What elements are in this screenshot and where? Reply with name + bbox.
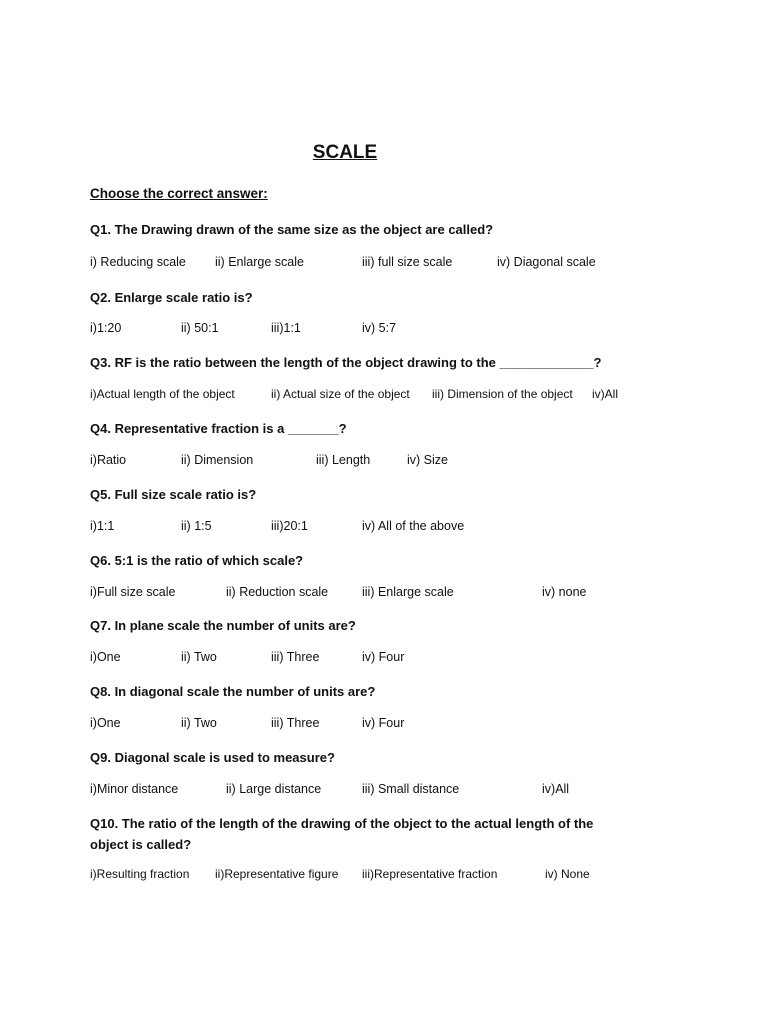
options-9 [0,782,768,800]
option-1-iii: iii) full size scale [362,255,453,269]
option-8-i: i)One [90,716,121,730]
option-4-iii: iii) Length [316,453,371,467]
question-5: Q5. Full size scale ratio is? [90,487,257,502]
option-4-i: i)Ratio [90,453,127,467]
option-10-iii: iii)Representative fraction [362,867,498,881]
options-6 [0,585,768,603]
option-3-i: i)Actual length of the object [90,387,235,401]
option-8-iv: iv) Four [362,716,405,730]
option-6-ii: ii) Reduction scale [226,585,329,599]
options-10 [0,867,768,885]
options-4 [0,453,768,471]
options-2 [0,321,768,339]
option-4-ii: ii) Dimension [181,453,254,467]
option-2-iv: iv) 5:7 [362,321,397,335]
option-9-ii: ii) Large distance [226,782,322,796]
question-2: Q2. Enlarge scale ratio is? [90,290,253,305]
question-3: Q3. RF is the ratio between the length of the object drawing to the _____________? [90,355,602,370]
option-1-ii: ii) Enlarge scale [215,255,304,269]
options-3 [0,387,768,405]
option-7-i: i)One [90,650,121,664]
question-7: Q7. In plane scale the number of units are? [90,618,356,633]
option-5-iv: iv) All of the above [362,519,465,533]
option-8-iii: iii) Three [271,716,320,730]
option-9-iii: iii) Small distance [362,782,460,796]
options-1 [0,255,768,273]
option-9-i: i)Minor distance [90,782,179,796]
instruction-text: Choose the correct answer: [90,186,268,201]
option-6-iii: iii) Enlarge scale [362,585,454,599]
option-2-iii: iii)1:1 [271,321,301,335]
option-7-iv: iv) Four [362,650,405,664]
question-1: Q1. The Drawing drawn of the same size as the object are called? [90,222,494,237]
option-8-ii: ii) Two [181,716,217,730]
option-5-iii: iii)20:1 [271,519,308,533]
option-1-iv: iv) Diagonal scale [497,255,596,269]
option-10-iv: iv) None [545,867,590,881]
option-3-ii: ii) Actual size of the object [271,387,410,401]
option-3-iv: iv)All [592,387,618,401]
question-8: Q8. In diagonal scale the number of units are? [90,684,376,699]
option-4-iv: iv) Size [407,453,448,467]
option-6-iv: iv) none [542,585,587,599]
question-4: Q4. Representative fraction is a _______? [90,421,347,436]
options-8 [0,716,768,734]
options-7 [0,650,768,668]
question-9: Q9. Diagonal scale is used to measure? [90,750,335,765]
option-6-i: i)Full size scale [90,585,176,599]
option-3-iii: iii) Dimension of the object [432,387,573,401]
option-5-ii: ii) 1:5 [181,519,212,533]
option-7-ii: ii) Two [181,650,217,664]
option-10-ii: ii)Representative figure [215,867,339,881]
options-5 [0,519,768,537]
question-6: Q6. 5:1 is the ratio of which scale? [90,553,304,568]
page-title: SCALE [312,142,378,163]
option-10-i: i)Resulting fraction [90,867,190,881]
option-2-i: i)1:20 [90,321,122,335]
option-7-iii: iii) Three [271,650,320,664]
question-10: Q10. The ratio of the length of the drawing of the object to the actual length of the object is called? [90,816,594,852]
option-9-iv: iv)All [542,782,570,796]
option-1-i: i) Reducing scale [90,255,186,269]
option-5-i: i)1:1 [90,519,115,533]
option-2-ii: ii) 50:1 [181,321,219,335]
